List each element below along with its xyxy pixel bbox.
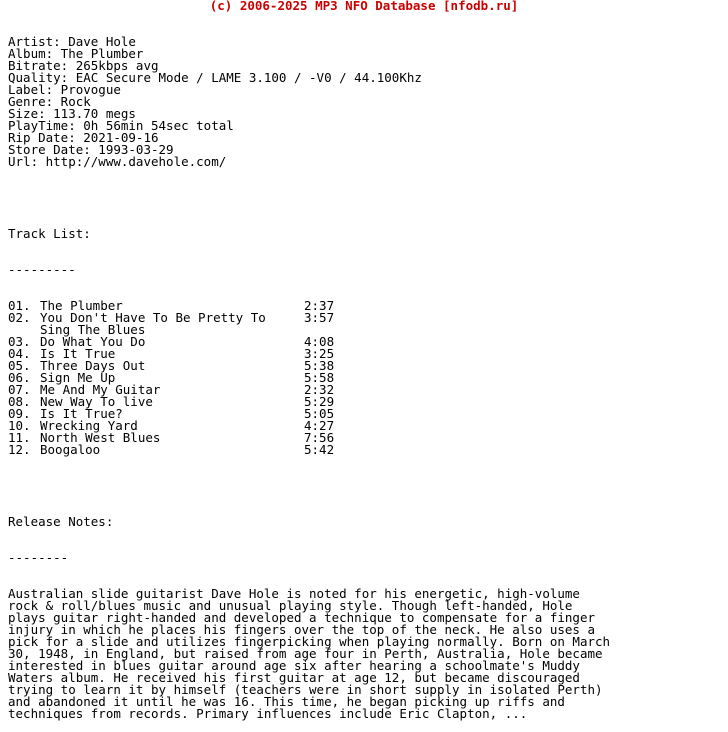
track-num: 01. [8, 298, 31, 313]
track-title-cont: Sing The Blues [40, 322, 146, 337]
track-time: 7:56 [304, 430, 335, 445]
track-num: 03. [8, 334, 31, 349]
notes-line: Waters album. He received his first guitar at age 12, but became discouraged [8, 670, 580, 685]
track-num: 07. [8, 382, 31, 397]
track-title: The Plumber [40, 298, 123, 313]
notes-heading: Release Notes: [8, 514, 114, 529]
notes-line: and abandoned it until he was 16. This time, he began picking up riffs and [8, 694, 565, 709]
release-notes [8, 588, 723, 720]
info-line: Bitrate: 265kbps avg [8, 58, 159, 73]
track-row [8, 336, 723, 348]
info-line: Quality: EAC Secure Mode / LAME 3.100 / -V0 / 44.100Khz [8, 70, 422, 85]
track-time: 4:08 [304, 334, 335, 349]
track-num: 02. [8, 310, 31, 325]
site-banner: (c) 2006-2025 MP3 NFO Database [nfodb.ru] [209, 0, 519, 13]
track-title: New Way To live [40, 394, 153, 409]
track-list [8, 300, 723, 456]
track-num: 09. [8, 406, 31, 421]
album-info [8, 36, 723, 168]
track-title: Wrecking Yard [40, 418, 138, 433]
info-line: Size: 113.70 megs [8, 106, 136, 121]
track-num: 05. [8, 358, 31, 373]
track-num: 06. [8, 370, 31, 385]
track-time: 3:25 [304, 346, 335, 361]
notes-line: trying to learn it by himself (teachers were in short supply in isolated Perth) [8, 682, 603, 697]
track-title: Three Days Out [40, 358, 146, 373]
track-row [8, 360, 723, 372]
track-row [8, 432, 723, 444]
track-title: Me And My Guitar [40, 382, 161, 397]
info-line: PlayTime: 0h 56min 54sec total [8, 118, 234, 133]
nfo-text [8, 12, 723, 732]
info-line: Rip Date: 2021-09-16 [8, 130, 159, 145]
track-time: 2:32 [304, 382, 335, 397]
track-title: Boogaloo [40, 442, 101, 457]
notes-line: plays guitar right-handed and developed a technique to compensate for a finger [8, 610, 595, 625]
notes-line: interested in blues guitar around age six after hearing a schoolmate's Muddy [8, 658, 580, 673]
track-time: 5:05 [304, 406, 335, 421]
info-line: Genre: Rock [8, 94, 91, 109]
info-line: Label: Provogue [8, 82, 121, 97]
notes-line: injury in which he places his fingers over the top of the neck. He also uses a [8, 622, 595, 637]
notes-line: Australian slide guitarist Dave Hole is noted for his energetic, high-volume [8, 586, 580, 601]
info-line: Album: The Plumber [8, 46, 144, 61]
notes-line: pick for a slide and utilizes fingerpicking when playing normally. Born on March [8, 634, 611, 649]
notes-rule: -------- [8, 550, 69, 565]
track-time: 2:37 [304, 298, 335, 313]
track-time: 5:29 [304, 394, 335, 409]
info-line: Url: http://www.davehole.com/ [8, 154, 227, 169]
track-title: Do What You Do [40, 334, 146, 349]
notes-line: 30, 1948, in England, but raised from age four in Perth, Australia, Hole became [8, 646, 603, 661]
track-title: Is It True? [40, 406, 123, 421]
track-num: 04. [8, 346, 31, 361]
track-time: 5:38 [304, 358, 335, 373]
track-num: 10. [8, 418, 31, 433]
spacer [8, 192, 723, 204]
track-row [8, 444, 723, 456]
track-time: 5:58 [304, 370, 335, 385]
track-title: North West Blues [40, 430, 161, 445]
track-num: 12. [8, 442, 31, 457]
spacer [8, 480, 723, 492]
track-num: 11. [8, 430, 31, 445]
track-time: 4:27 [304, 418, 335, 433]
info-line: Artist: Dave Hole [8, 34, 136, 49]
tracklist-rule: --------- [8, 262, 76, 277]
track-time: 3:57 [304, 310, 335, 325]
track-title: You Don't Have To Be Pretty To [40, 310, 266, 325]
track-title: Is It True [40, 346, 116, 361]
track-title: Sign Me Up [40, 370, 116, 385]
track-time: 5:42 [304, 442, 335, 457]
tracklist-heading: Track List: [8, 226, 91, 241]
notes-line: techniques from records. Primary influences include Eric Clapton, ... [8, 706, 528, 721]
info-line: Store Date: 1993-03-29 [8, 142, 174, 157]
notes-line: rock & roll/blues music and unusual playing style. Though left-handed, Hole [8, 598, 573, 613]
track-num: 08. [8, 394, 31, 409]
